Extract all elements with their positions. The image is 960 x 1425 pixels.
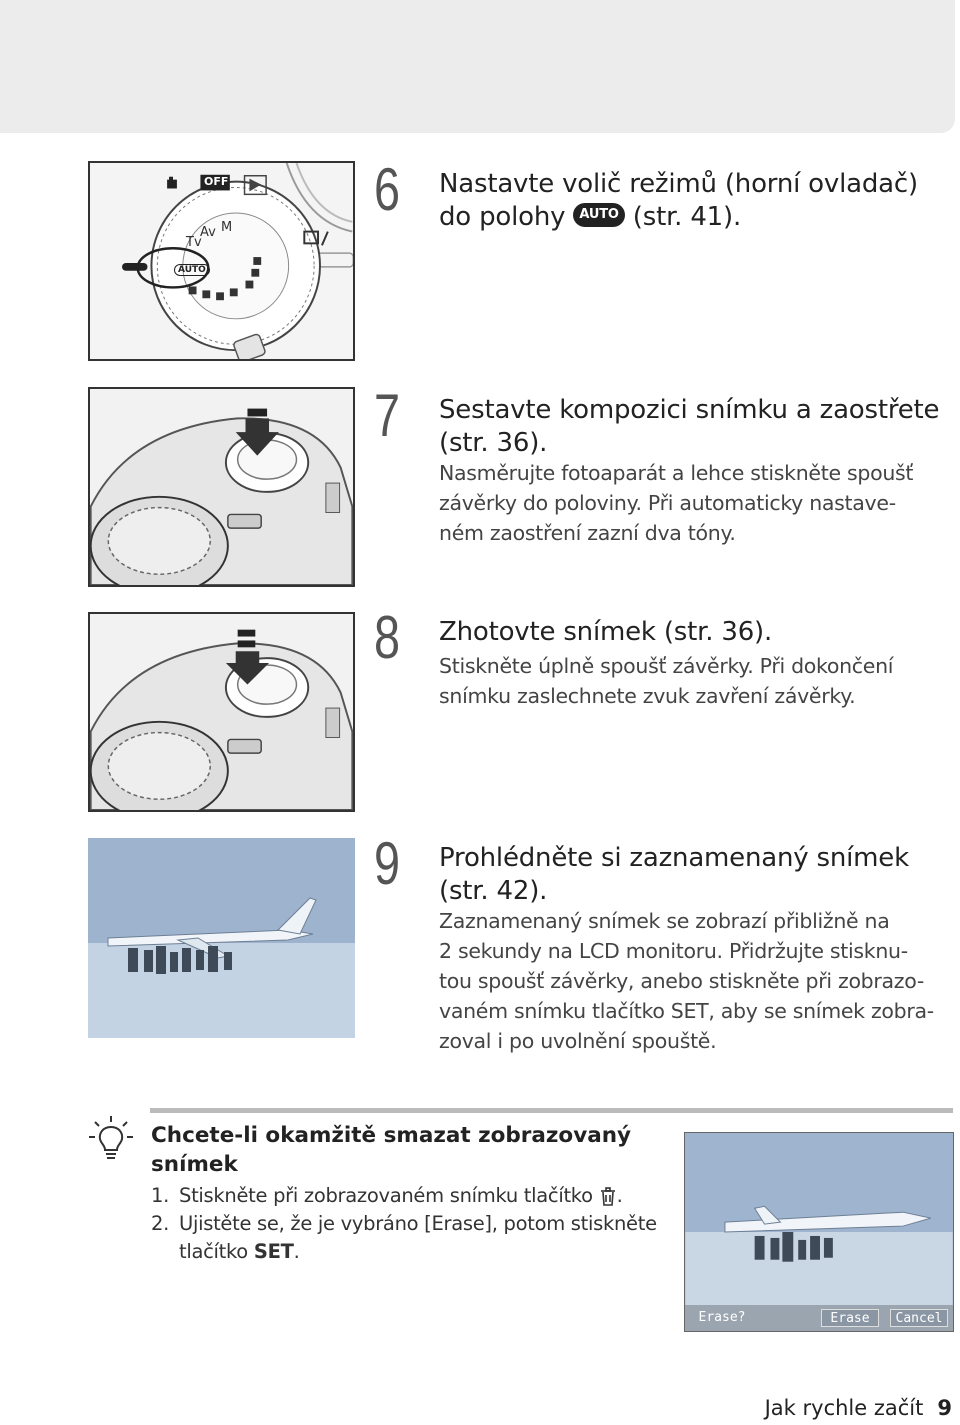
- dial-label-off: OFF: [204, 175, 229, 188]
- tip-heading-line2: snímek: [151, 1152, 238, 1177]
- trash-icon: [599, 1187, 617, 1207]
- camera-top-drawing: [90, 614, 353, 810]
- tip-step-period: .: [293, 1240, 300, 1263]
- half-press-illustration: [88, 387, 355, 587]
- step-heading: Nastavte volič režimů (horní ovladač): [439, 169, 918, 199]
- mode-dial-illustration: [88, 161, 355, 361]
- dial-label-tv: Tv: [186, 235, 202, 250]
- erase-prompt: Erase?: [698, 1310, 746, 1325]
- cancel-button[interactable]: Cancel: [890, 1309, 948, 1327]
- erase-button[interactable]: Erase: [821, 1309, 879, 1327]
- lcd-airplane-photo: [685, 1133, 953, 1331]
- tip-heading: [151, 1121, 671, 1179]
- tip-step-text-main: Stiskněte při zobrazovaném snímku tlačítko: [179, 1184, 593, 1207]
- heading-text-ref: (str. 41).: [632, 202, 742, 232]
- lcd-erase-screen: [684, 1132, 954, 1332]
- step-description-line3: ném zaostření zazní dva tóny.: [439, 521, 736, 545]
- tip-step-period: .: [616, 1184, 623, 1207]
- tip-step-1: [151, 1182, 671, 1210]
- camera-top-drawing: [90, 389, 353, 585]
- tip-steps: [151, 1182, 671, 1266]
- tip-step-text: [179, 1210, 657, 1266]
- tip-step-number: 2.: [151, 1212, 170, 1235]
- step-heading-line1: Zhotovte snímek (str. 36).: [439, 617, 773, 647]
- step-description-line4: vaném snímku tlačítko SET, aby se snímek zobra-: [439, 999, 934, 1023]
- step-number: 6: [374, 156, 401, 223]
- step-heading-line2: (str. 42).: [439, 876, 548, 906]
- tip-step-text: [179, 1182, 623, 1210]
- tip-heading-line1: Chcete-li okamžitě smazat zobrazovaný: [151, 1123, 632, 1148]
- recorded-photo-illustration: [88, 838, 355, 1038]
- step-description-line5: zoval i po uvolnění spouště.: [439, 1029, 717, 1053]
- step-description-line1: Zaznamenaný snímek se zobrazí přibližně na: [439, 909, 890, 933]
- set-button-label: SET: [253, 1240, 294, 1263]
- tip-step-number: 1.: [151, 1184, 170, 1207]
- footer-title: Jak rychle začít: [764, 1396, 924, 1420]
- step-6: [439, 168, 959, 234]
- full-press-illustration: [88, 612, 355, 812]
- tip-step-text-line2: tlačítko: [179, 1240, 248, 1263]
- step-description-line1: Stiskněte úplně spoušť závěrky. Při dokončení: [439, 654, 894, 678]
- header-bar: [0, 0, 955, 133]
- dial-label-av: Av: [200, 225, 216, 240]
- tip-step-2: [151, 1210, 671, 1266]
- step-heading-line2: (str. 36).: [439, 428, 548, 458]
- step-heading-line1: Sestavte kompozici snímku a zaostřete: [439, 395, 940, 425]
- step-number: 7: [374, 382, 401, 449]
- step-description-line2: 2 sekundy na LCD monitoru. Přidržujte stisknu-: [439, 939, 908, 963]
- page-footer: [765, 1396, 952, 1420]
- step-heading-line2: [439, 201, 959, 234]
- airplane-photo: [88, 838, 355, 1038]
- mode-dial-drawing: [90, 163, 353, 359]
- step-number: 9: [374, 830, 401, 897]
- tip-divider: [150, 1108, 953, 1113]
- step-number: 8: [374, 604, 401, 671]
- step-description-line2: závěrky do poloviny. Při automaticky nastave-: [439, 491, 896, 515]
- dial-label-m: M: [221, 220, 233, 235]
- step-8: [439, 616, 959, 711]
- auto-mode-icon: AUTO: [573, 203, 624, 227]
- page-number: 9: [937, 1396, 952, 1420]
- step-9: [439, 842, 959, 1056]
- heading-text: do polohy: [439, 202, 566, 232]
- tip-step-text-line1: Ujistěte se, že je vybráno [Erase], potom stiskněte: [179, 1212, 657, 1235]
- lightbulb-icon: [88, 1115, 134, 1161]
- step-heading-line1: Prohlédněte si zaznamenaný snímek: [439, 843, 909, 873]
- step-description-line2: snímku zaslechnete zvuk zavření závěrky.: [439, 684, 856, 708]
- step-description-line3: tou spoušť závěrky, anebo stiskněte při zobrazo-: [439, 969, 924, 993]
- step-7: [439, 394, 959, 548]
- step-description-line1: Nasměrujte fotoaparát a lehce stiskněte spoušť: [439, 461, 914, 485]
- dial-label-auto: AUTO: [174, 264, 210, 276]
